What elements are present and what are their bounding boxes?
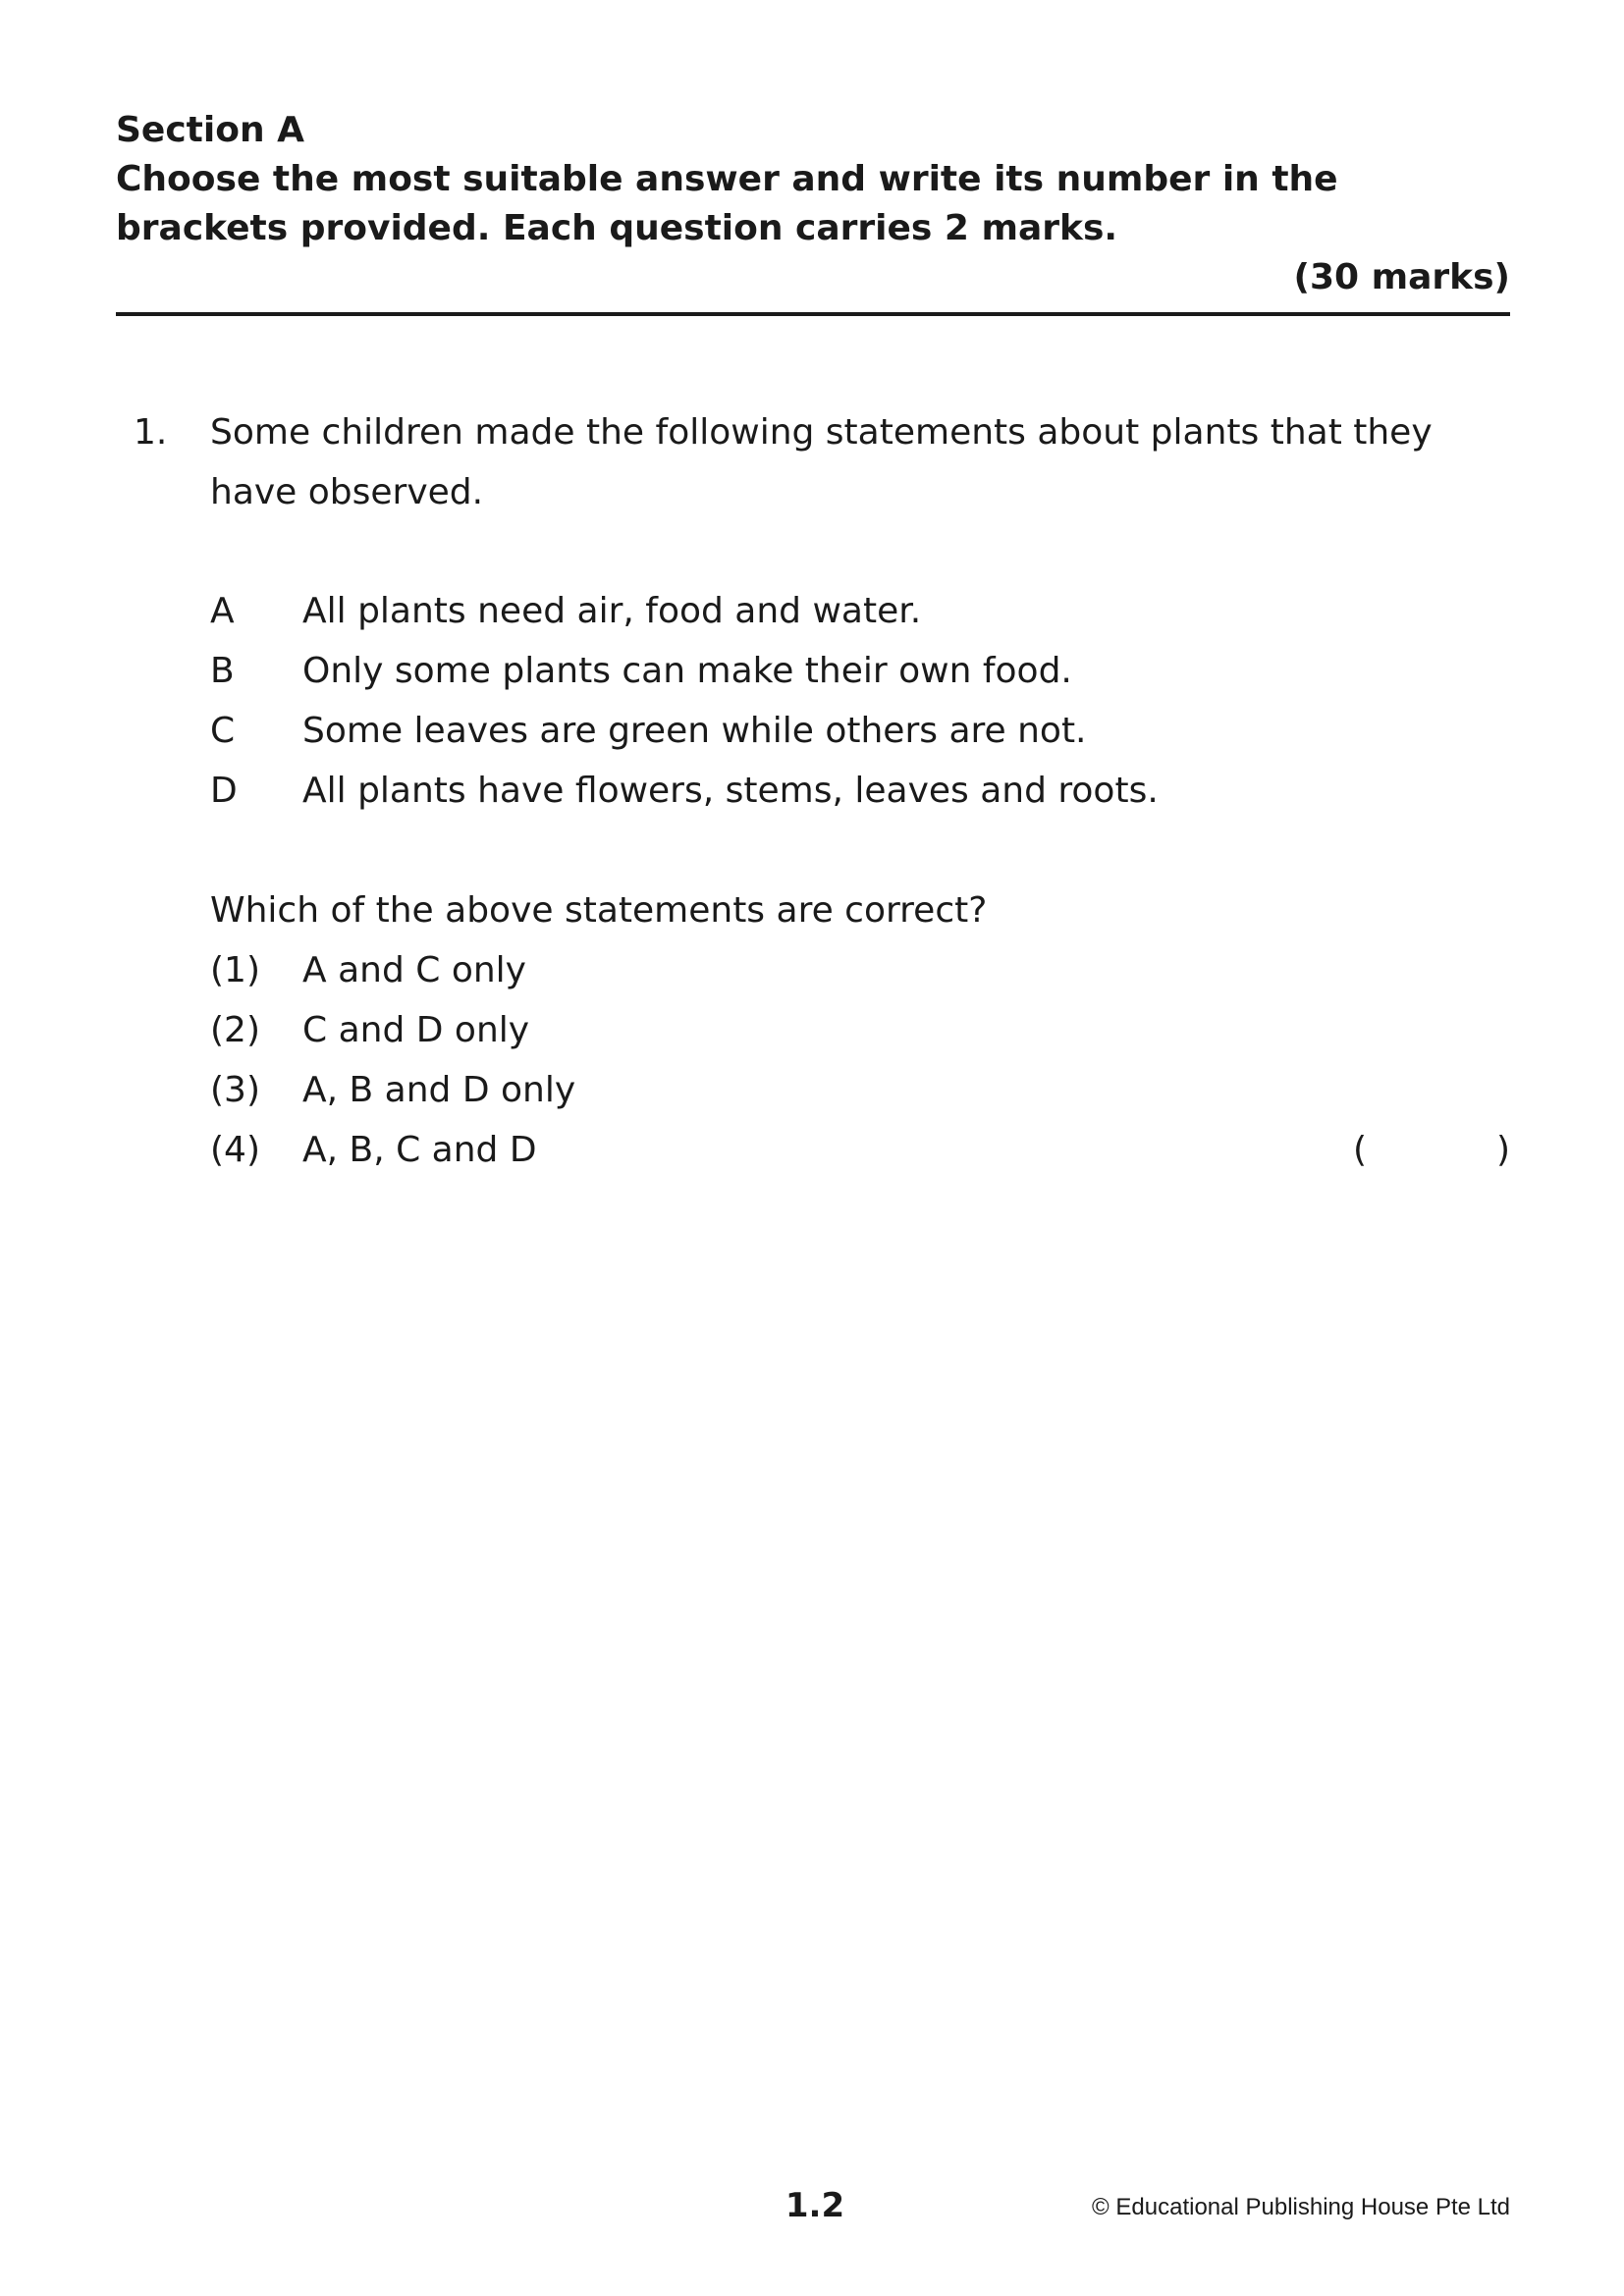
question-prompt: Which of the above statements are correct? [210, 890, 988, 931]
option-number: (2) [210, 1010, 260, 1050]
statement-text: Some leaves are green while others are not. [302, 711, 1087, 751]
option-item [210, 1060, 1510, 1120]
section-title: Section A [116, 110, 304, 150]
option-text: A, B and D only [302, 1070, 576, 1110]
option-number: (4) [210, 1130, 260, 1170]
option-item [210, 1120, 1510, 1180]
header-divider [116, 312, 1510, 316]
option-item [210, 940, 1510, 1000]
option-number: (1) [210, 950, 260, 990]
statement-text: Only some plants can make their own food. [302, 651, 1072, 691]
answer-options [210, 940, 1510, 1180]
answer-bracket[interactable] [1353, 1120, 1510, 1180]
answer-bracket-open: ( [1353, 1130, 1368, 1170]
option-text: A, B, C and D [302, 1130, 537, 1170]
option-item [210, 1000, 1510, 1060]
statement-letter: C [210, 711, 236, 751]
statement-item [210, 701, 1510, 761]
statement-item [210, 581, 1510, 641]
page-number: 1.2 [785, 2186, 845, 2225]
statement-letter: A [210, 591, 235, 631]
statement-text: All plants have flowers, stems, leaves and roots. [302, 771, 1159, 811]
option-text: C and D only [302, 1010, 530, 1050]
section-marks: (30 marks) [1293, 257, 1510, 297]
section-header [116, 106, 1510, 302]
statement-list [210, 581, 1510, 821]
copyright-notice: © Educational Publishing House Pte Ltd [1092, 2194, 1510, 2220]
question-number: 1. [134, 412, 168, 453]
statement-letter: D [210, 771, 238, 811]
question-stem: Some children made the following statements about plants that they have observed. [210, 412, 1433, 512]
statement-text: All plants need air, food and water. [302, 591, 922, 631]
statement-item [210, 641, 1510, 701]
option-text: A and C only [302, 950, 526, 990]
statement-letter: B [210, 651, 235, 691]
answer-bracket-close: ) [1495, 1130, 1510, 1170]
statement-item [210, 761, 1510, 821]
option-number: (3) [210, 1070, 260, 1110]
section-instructions: Choose the most suitable answer and write its number in the brackets provided. Each question carries 2 marks. [116, 159, 1338, 248]
